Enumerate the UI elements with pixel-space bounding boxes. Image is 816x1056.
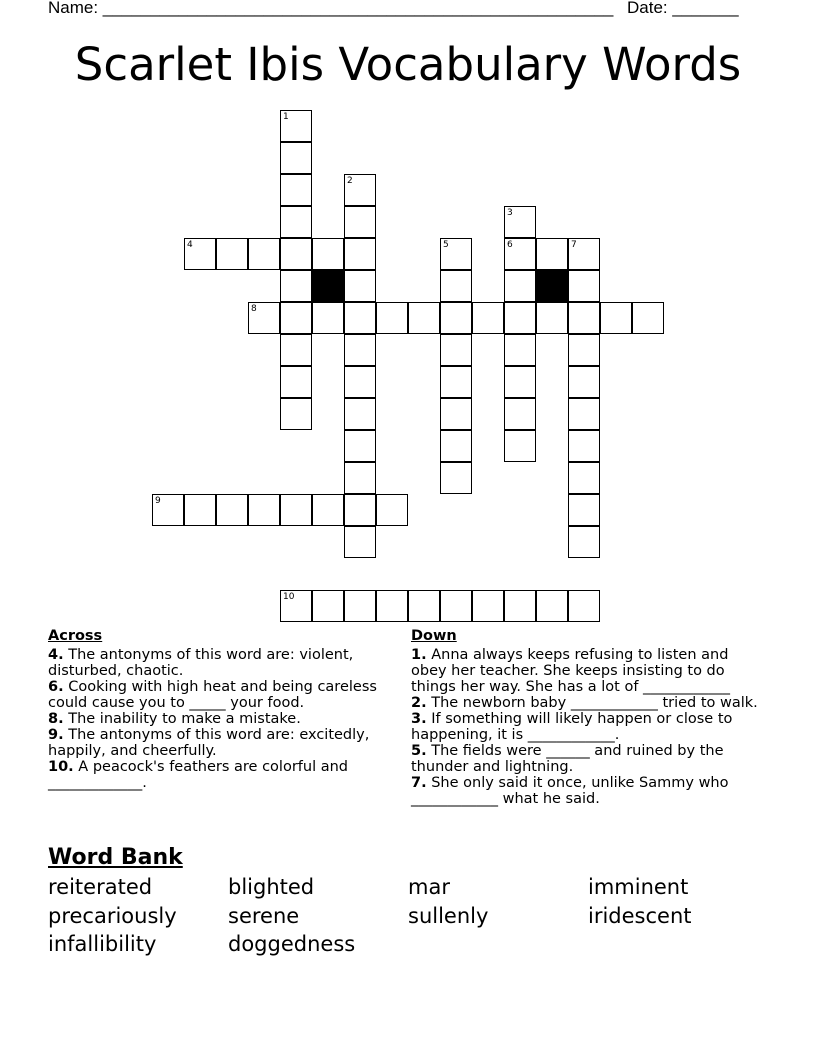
cell-number: 5 [443, 240, 449, 250]
crossword-cell [376, 494, 408, 526]
across-clues [48, 628, 393, 791]
across-clue: 9. The antonyms of this word are: excitedly, happily, and cheerfully. [48, 727, 370, 759]
word-bank-word: serene [228, 903, 300, 928]
crossword-cell [280, 302, 312, 334]
crossword-cell [568, 590, 600, 622]
crossword-cell [280, 590, 312, 622]
black-square [536, 270, 568, 302]
cell-number: 9 [155, 496, 161, 506]
down-clues [411, 628, 761, 807]
crossword-cell [216, 238, 248, 270]
cell-number: 6 [507, 240, 513, 250]
word-bank [48, 873, 768, 959]
crossword-cell [440, 430, 472, 462]
crossword-cell [280, 398, 312, 430]
crossword-cell [440, 366, 472, 398]
crossword-cell [504, 398, 536, 430]
name-field-label: Name: ______________________________________________________ [48, 0, 614, 17]
across-heading: Across [48, 628, 103, 644]
crossword-cell [568, 526, 600, 558]
crossword-cell [280, 206, 312, 238]
cell-number: 1 [283, 112, 289, 122]
crossword-cell [504, 270, 536, 302]
crossword-cell [536, 590, 568, 622]
crossword-cell [344, 430, 376, 462]
down-clue: 5. The fields were ______ and ruined by the thunder and lightning. [411, 743, 724, 775]
crossword-cell [280, 238, 312, 270]
crossword-cell [632, 302, 664, 334]
word-bank-word: precariously [48, 903, 177, 928]
crossword-cell [568, 334, 600, 366]
crossword-cell [312, 238, 344, 270]
crossword-cell [504, 302, 536, 334]
crossword-cell [440, 270, 472, 302]
word-bank-word: reiterated [48, 875, 153, 899]
crossword-cell [152, 494, 184, 526]
crossword-cell [568, 238, 600, 270]
date-field-label: Date: _______ [627, 0, 739, 17]
word-bank-heading: Word Bank [48, 845, 183, 870]
crossword-cell [408, 302, 440, 334]
crossword-cell [280, 270, 312, 302]
cell-number: 2 [347, 176, 353, 186]
down-heading: Down [411, 628, 457, 644]
crossword-cell [280, 142, 312, 174]
word-bank-word: mar [408, 875, 450, 899]
across-clue: 4. The antonyms of this word are: violent, disturbed, chaotic. [48, 647, 354, 679]
crossword-cell [312, 590, 344, 622]
crossword-cell [280, 110, 312, 142]
cell-number: 4 [187, 240, 193, 250]
crossword-cell [184, 238, 216, 270]
crossword-cell [376, 590, 408, 622]
crossword-cell [344, 526, 376, 558]
crossword-cell [504, 206, 536, 238]
crossword-cell [504, 430, 536, 462]
crossword-cell [280, 174, 312, 206]
crossword-cell [344, 462, 376, 494]
cell-number: 3 [507, 208, 513, 218]
across-clue: 8. The inability to make a mistake. [48, 711, 301, 727]
crossword-cell [344, 302, 376, 334]
down-clue: 3. If something will likely happen or close to happening, it is ____________. [411, 711, 733, 743]
crossword-cell [568, 494, 600, 526]
down-clue: 7. She only said it once, unlike Sammy who ____________ what he said. [411, 775, 729, 807]
crossword-cell [504, 334, 536, 366]
crossword-cell [440, 590, 472, 622]
crossword-cell [408, 590, 440, 622]
crossword-cell [568, 430, 600, 462]
word-bank-word: sullenly [408, 903, 489, 928]
crossword-cell [344, 174, 376, 206]
across-clue: 10. A peacock's feathers are colorful and _____________. [48, 759, 349, 791]
crossword-cell [504, 366, 536, 398]
crossword-cell [440, 462, 472, 494]
crossword-cell [280, 494, 312, 526]
crossword-cell [312, 302, 344, 334]
cell-number: 8 [251, 304, 257, 314]
crossword-cell [568, 398, 600, 430]
down-clue: 1. Anna always keeps refusing to listen and obey her teacher. She keeps insisting to do things her way. She has a lot of ____________ [411, 647, 731, 695]
crossword-cell [344, 590, 376, 622]
crossword-cell [344, 270, 376, 302]
cell-number: 10 [283, 592, 295, 602]
crossword-cell [184, 494, 216, 526]
crossword-cell [344, 366, 376, 398]
page-title: Scarlet Ibis Vocabulary Words [74, 38, 742, 91]
crossword-cell [600, 302, 632, 334]
word-bank-word: iridescent [588, 903, 692, 928]
crossword-cell [472, 590, 504, 622]
black-square [312, 270, 344, 302]
crossword-cell [472, 302, 504, 334]
down-clue: 2. The newborn baby ____________ tried to walk. [411, 695, 758, 711]
crossword-cell [344, 206, 376, 238]
crossword-cell [344, 398, 376, 430]
crossword-cell [344, 334, 376, 366]
across-clue: 6. Cooking with high heat and being careless could cause you to _____ your food. [48, 679, 377, 711]
crossword-cell [504, 238, 536, 270]
crossword-cell [248, 494, 280, 526]
crossword-cell [536, 238, 568, 270]
crossword-cell [248, 238, 280, 270]
word-bank-word: doggedness [228, 932, 356, 956]
crossword-cell [440, 398, 472, 430]
crossword-cell [248, 302, 280, 334]
crossword-cell [312, 494, 344, 526]
crossword-cell [344, 494, 376, 526]
crossword-cell [440, 302, 472, 334]
crossword-cell [440, 238, 472, 270]
crossword-cell [280, 334, 312, 366]
crossword-cell [440, 334, 472, 366]
crossword-cell [280, 366, 312, 398]
crossword-cell [568, 366, 600, 398]
crossword-cell [568, 302, 600, 334]
crossword-cell [216, 494, 248, 526]
word-bank-word: imminent [588, 875, 689, 899]
crossword-cell [376, 302, 408, 334]
crossword-cell [568, 270, 600, 302]
crossword-cell [568, 462, 600, 494]
word-bank-word: infallibility [48, 932, 157, 956]
cell-number: 7 [571, 240, 577, 250]
crossword-cell [536, 302, 568, 334]
crossword-cell [344, 238, 376, 270]
crossword-cell [504, 590, 536, 622]
word-bank-word: blighted [228, 875, 315, 899]
